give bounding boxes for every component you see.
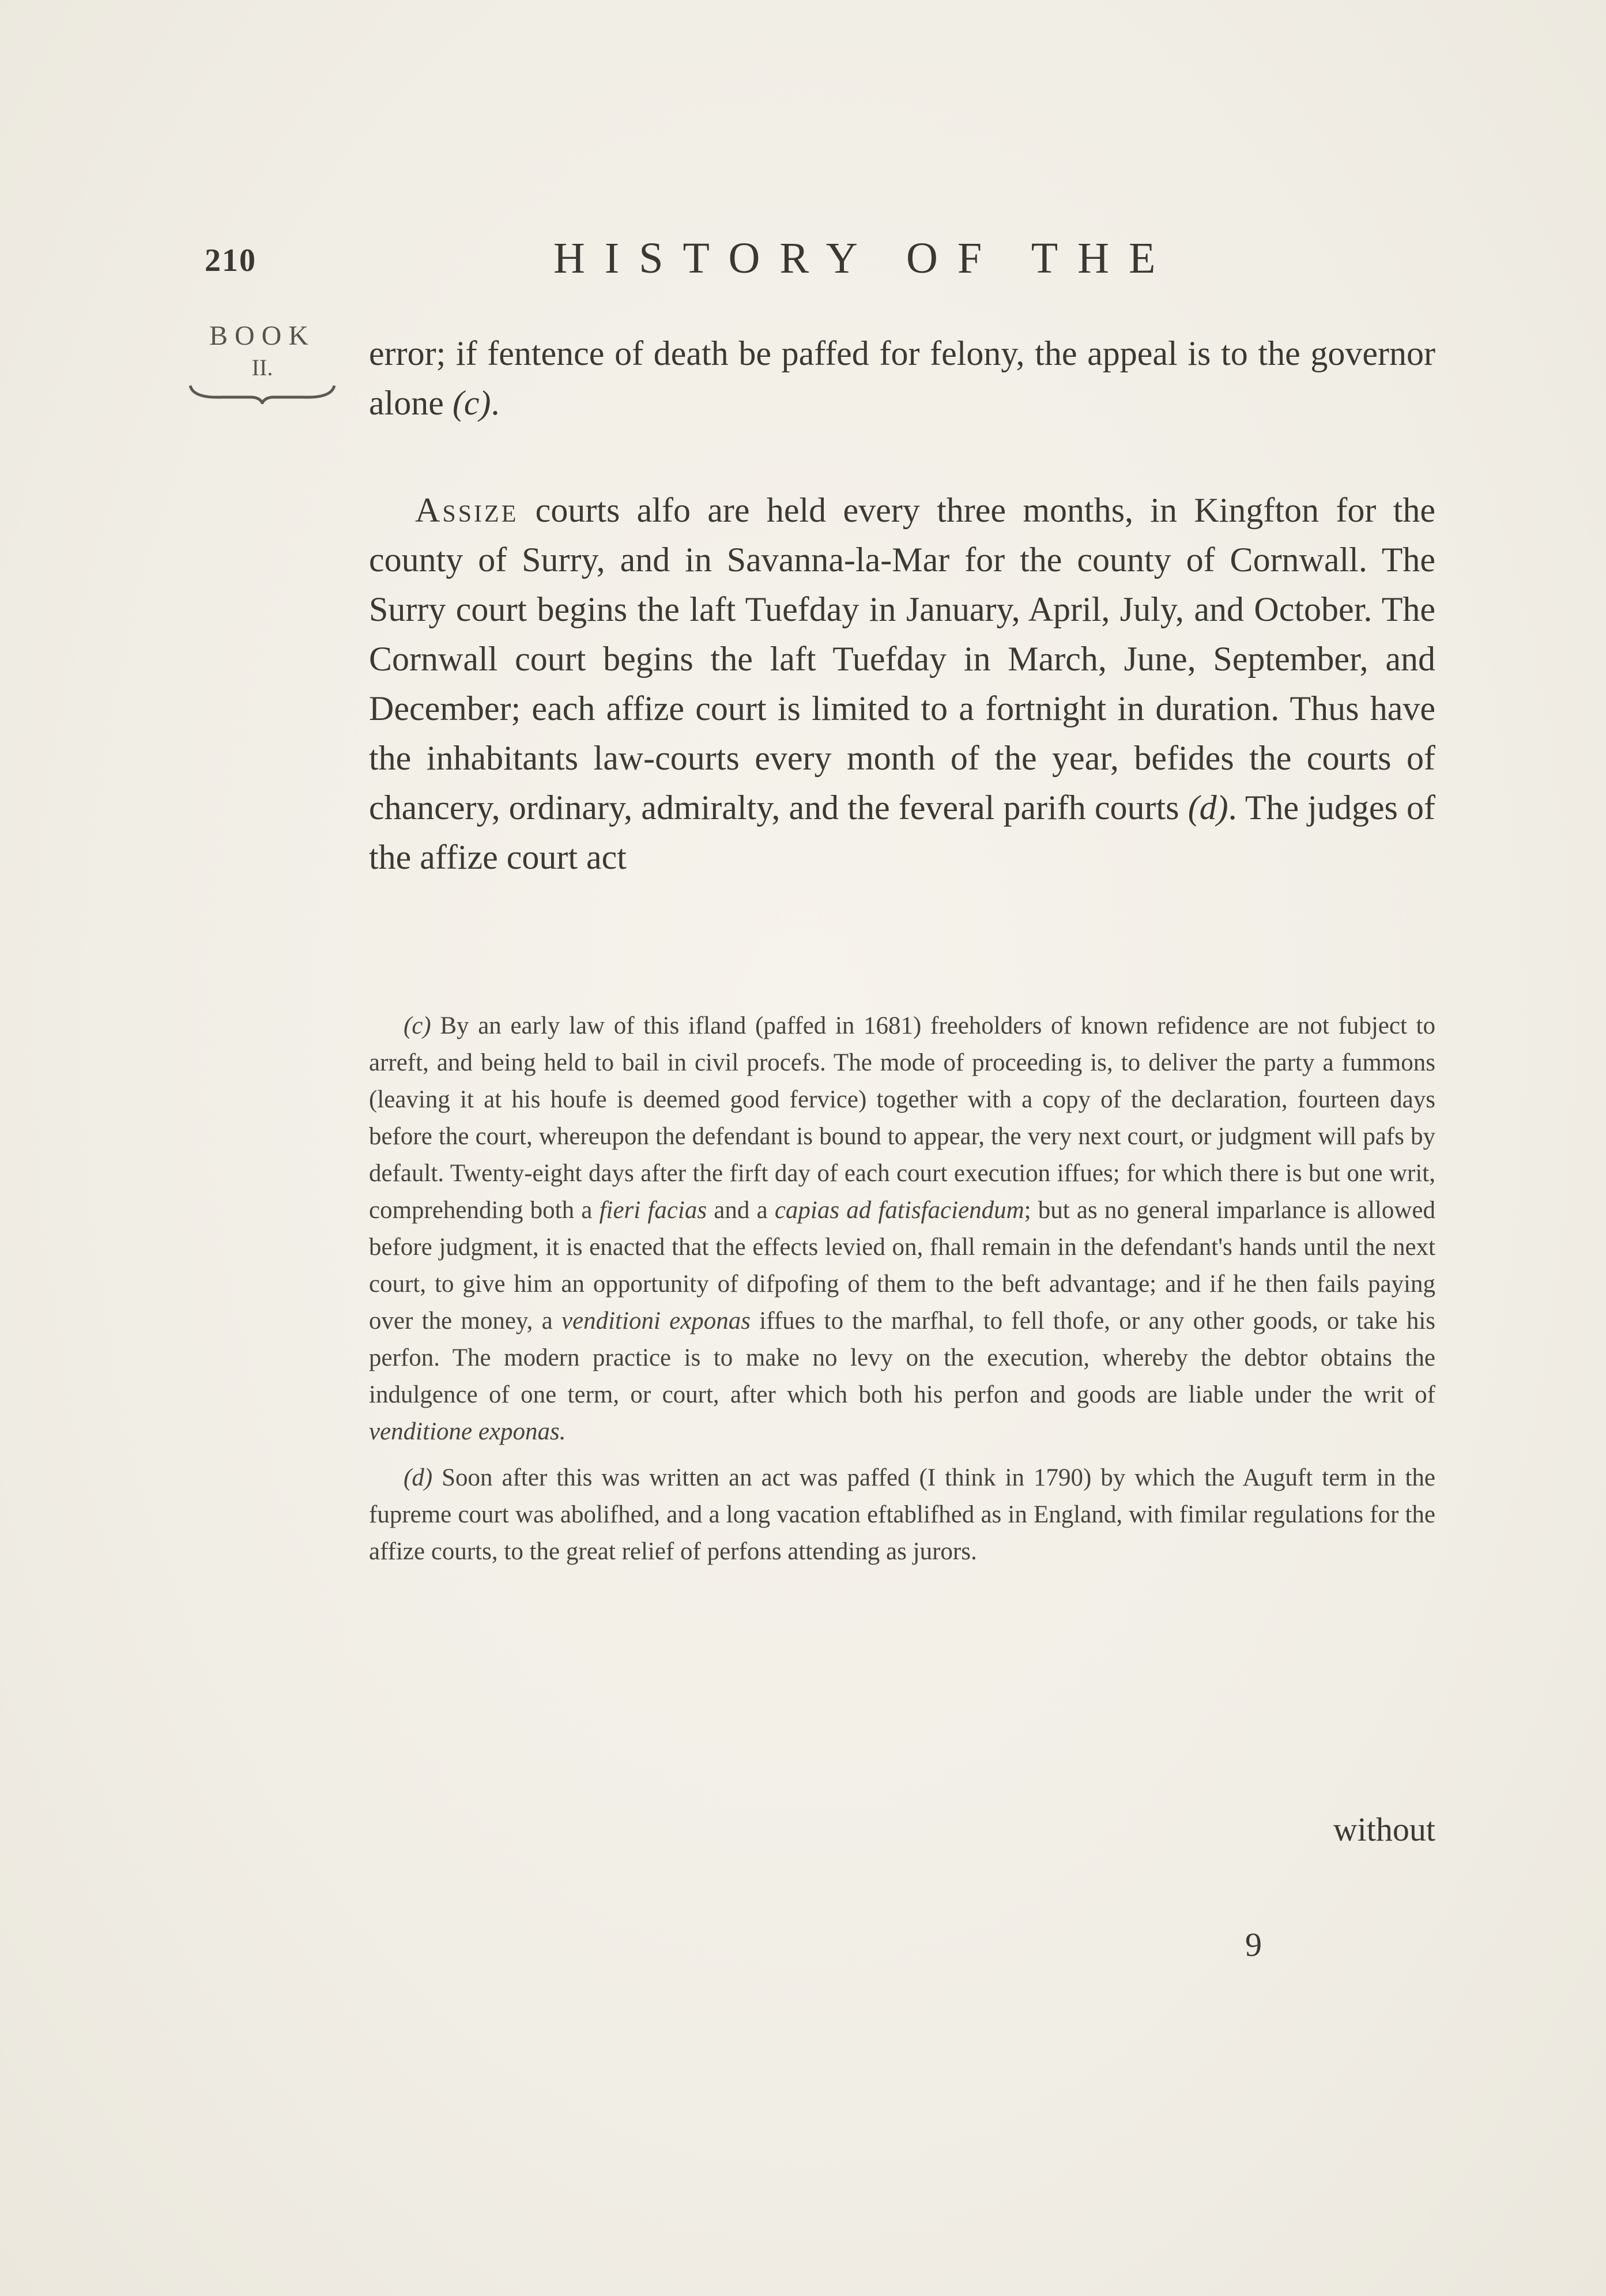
margin-note-book: BOOK bbox=[209, 321, 315, 351]
footnote-c-italic-3: venditioni exponas bbox=[561, 1307, 751, 1334]
paragraph-1 bbox=[369, 329, 1435, 428]
paragraph-2-text-a: courts alfo are held every three months, in Kingfton for the county of Surry, and in Savanna-la-Mar for the county of Cornwall. The Surry court begins the laft Tuefday in January, April, July, and October. The Cornwall court begins the laft Tuefday in March, June, September, and December; each affize court is limited to a fortnight in duration. Thus have the inhabitants law-courts every month of the year, befides the courts of chancery, ordinary, admiralty, and the feveral parifh courts bbox=[369, 491, 1435, 827]
footnote-c bbox=[369, 1008, 1435, 1450]
footnotes bbox=[369, 1008, 1435, 1570]
footnote-ref-d: (d) bbox=[1187, 789, 1228, 827]
footnote-ref-c: (c) bbox=[452, 384, 491, 422]
margin-note bbox=[187, 320, 337, 404]
footnote-c-italic-2: capias ad fatisfaciendum bbox=[774, 1197, 1024, 1224]
main-text bbox=[369, 329, 1435, 882]
footnote-c-text-1: By an early law of this ifland (paffed in 1681) freeholders of known refidence are not fubject to arreft, and being held to bail in civil procefs. The mode of proceeding is, to deliver the party a fummons (leaving it at his houfe is deemed good fervice) together with a copy of the declaration, fourteen days before the court, whereupon the defendant is bound to appear, the very next court, or judgment will pafs by default. Twenty-eight days after the firft day of each court execution iffues; for which there is but one writ, comprehending both a bbox=[369, 1012, 1435, 1224]
paragraph-2-lead: Assize bbox=[415, 491, 519, 529]
margin-note-number: II. bbox=[251, 355, 273, 380]
footnote-c-mark: (c) bbox=[404, 1012, 431, 1039]
paragraph-2 bbox=[369, 485, 1435, 882]
footnote-c-text-4: iffues to the marfhal, to fell thofe, or any other goods, or take his perfon. The modern practice is to make no levy on the execution, whereby the debtor obtains the indulgence of one term, or court, after which both his perfon and goods are liable under the writ of bbox=[369, 1307, 1435, 1408]
footnote-c-text-3: ; but as no general imparlance is allowed before judgment, it is enacted that the effects levied on, fhall remain in the defendant's hands until the next court, to give him an opportunity of difpofing of them to the beft advantage; and if he then fails paying over the money, a bbox=[369, 1197, 1435, 1334]
paragraph-1-end: . bbox=[491, 384, 500, 422]
footnote-c-italic-1: fieri facias bbox=[599, 1197, 707, 1224]
footnote-d-mark: (d) bbox=[404, 1464, 433, 1491]
page-number: 210 bbox=[205, 243, 257, 278]
running-title: HISTORY OF THE bbox=[553, 234, 1175, 282]
signature-mark: 9 bbox=[1245, 1926, 1262, 1963]
paragraph-2-text-b: . The judges of the affize court act bbox=[369, 789, 1436, 876]
footnote-d bbox=[369, 1460, 1435, 1570]
brace-ornament-icon bbox=[187, 381, 337, 404]
footnote-d-text: Soon after this was written an act was paffed (I think in 1790) by which the Auguft term in the fupreme court was abolifhed, and a long vacation eftablifhed as in England, with fimilar regulations for the affize courts, to the great relief of perfons attending as jurors. bbox=[369, 1464, 1435, 1565]
paragraph-1-text: error; if fentence of death be paffed for felony, the appeal is to the governor alone bbox=[369, 334, 1435, 422]
footnote-c-text-2: and a bbox=[707, 1197, 775, 1224]
footnote-c-italic-4: venditione exponas. bbox=[369, 1418, 566, 1445]
catchword: without bbox=[1333, 1811, 1435, 1848]
